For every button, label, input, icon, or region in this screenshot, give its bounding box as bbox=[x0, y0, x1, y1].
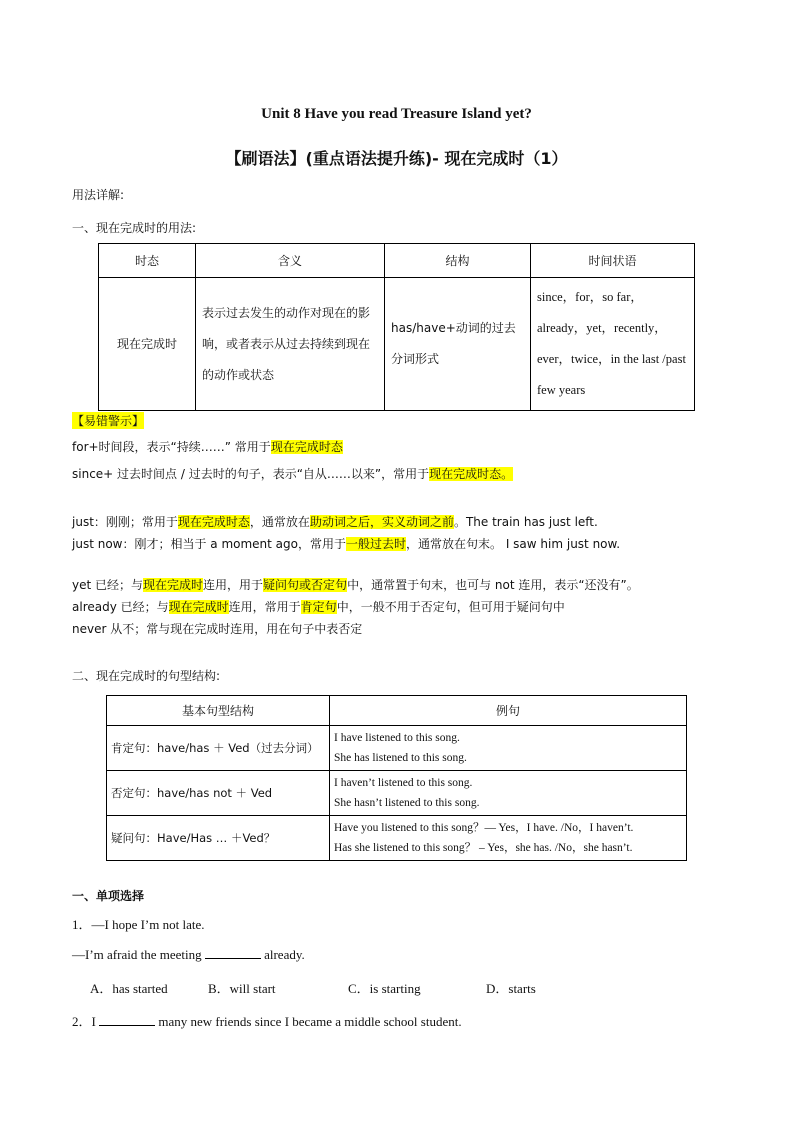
usage-heading: 用法详解: bbox=[72, 188, 125, 202]
answer-blank[interactable] bbox=[205, 946, 261, 959]
table1-tense: 现在完成时 bbox=[99, 278, 196, 411]
q1-option-a[interactable]: A．has started bbox=[90, 981, 168, 996]
q2-line: 2．I many new friends since I became a middle school student. bbox=[72, 1014, 462, 1029]
q1-line1: 1．—I hope I’m not late. bbox=[72, 917, 205, 932]
q1-option-c[interactable]: C．is starting bbox=[348, 981, 421, 996]
answer-blank[interactable] bbox=[99, 1013, 155, 1026]
q1-option-d[interactable]: D．starts bbox=[486, 981, 536, 996]
table2-structure: 疑问句：Have/Has … ＋Ved？ bbox=[107, 816, 330, 861]
table2-example: Have you listened to this song？— Yes，I have. /No，I haven’t. Has she listened to this song？ – Yes，she has. /No，she hasn’t. bbox=[330, 816, 687, 861]
page-title: Unit 8 Have you read Treasure Island yet? bbox=[261, 106, 532, 122]
table2-header: 基本句型结构 bbox=[107, 696, 330, 726]
exercise-heading: 一、单项选择 bbox=[72, 889, 145, 903]
table1-header: 时态 bbox=[99, 244, 196, 278]
note-never: never 从不；常与现在完成时连用，用在句子中表否定 bbox=[72, 622, 363, 636]
note-since: since+ 过去时间点 / 过去时的句子，表示“自从……以来”，常用于现在完成时态。 bbox=[72, 467, 514, 481]
q1-line2: —I’m afraid the meeting already. bbox=[72, 947, 305, 962]
q1-option-b[interactable]: B．will start bbox=[208, 981, 276, 996]
table2-example: I have listened to this song. She has listened to this song. bbox=[330, 726, 687, 771]
note-just-now: just now：刚才；相当于 a moment ago，常用于一般过去时，通常放在句末。 I saw him just now. bbox=[72, 537, 621, 551]
pattern-table bbox=[106, 695, 687, 861]
note-just: just：刚刚；常用于现在完成时态，通常放在助动词之后，实义动词之前。The train has just left. bbox=[72, 515, 598, 529]
table1-structure: has/have+动词的过去分词形式 bbox=[385, 278, 531, 411]
usage-table bbox=[98, 243, 695, 411]
table-row bbox=[107, 726, 687, 771]
page-subtitle: 【刷语法】(重点语法提升练)- 现在完成时（1） bbox=[225, 149, 568, 168]
section2-heading: 二、现在完成时的句型结构: bbox=[72, 669, 221, 683]
table2-structure: 否定句：have/has not ＋ Ved bbox=[107, 771, 330, 816]
table1-meaning: 表示过去发生的动作对现在的影响，或者表示从过去持续到现在的动作或状态 bbox=[196, 278, 385, 411]
table2-example: I haven’t listened to this song. She hasn’t listened to this song. bbox=[330, 771, 687, 816]
note-yet: yet 已经；与现在完成时连用，用于疑问句或否定句中，通常置于句末，也可与 not 连用，表示“还没有”。 bbox=[72, 578, 639, 592]
table-row bbox=[107, 771, 687, 816]
table2-structure: 肯定句：have/has ＋ Ved（过去分词） bbox=[107, 726, 330, 771]
table1-header: 结构 bbox=[385, 244, 531, 278]
section1-heading: 一、现在完成时的用法: bbox=[72, 221, 197, 235]
warning-label: 【易错警示】 bbox=[72, 414, 145, 428]
note-already: already 已经；与现在完成时连用，常用于肯定句中，一般不用于否定句，但可用于疑问句中 bbox=[72, 600, 565, 614]
table1-header: 时间状语 bbox=[531, 244, 695, 278]
note-for: for+时间段，表示“持续……” 常用于现在完成时态 bbox=[72, 440, 343, 454]
table1-adverbials: since，for，so far，already，yet，recently，ever，twice，in the last /past few years bbox=[531, 278, 695, 411]
table1-header: 含义 bbox=[196, 244, 385, 278]
table2-header: 例句 bbox=[330, 696, 687, 726]
table-row bbox=[107, 816, 687, 861]
